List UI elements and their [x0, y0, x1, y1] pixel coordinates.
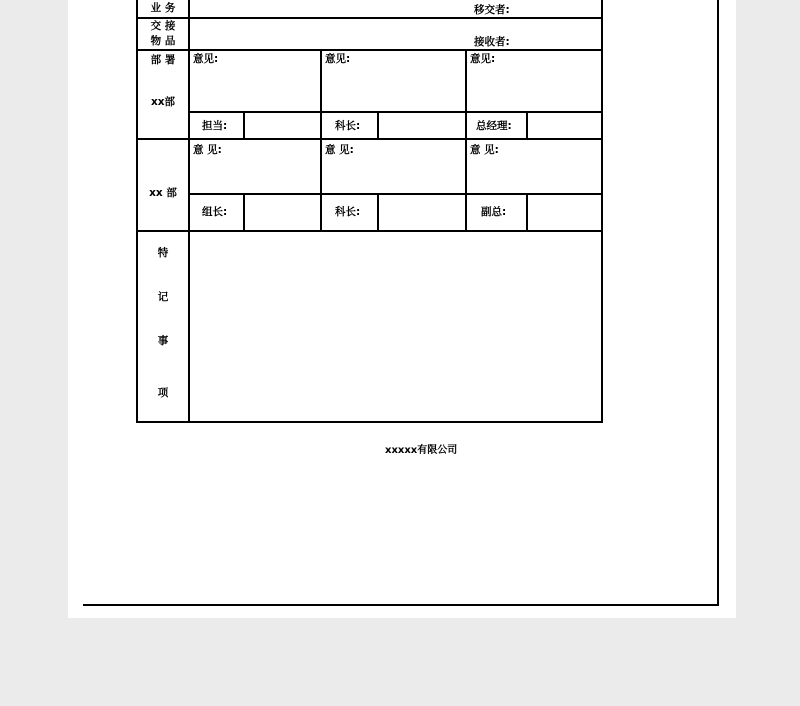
dept-opinion-2: 意见:	[325, 53, 351, 65]
xx-sign-group-leader: 组长:	[202, 206, 228, 218]
dept-opinion-1: 意见:	[193, 53, 219, 65]
xx-opinion-3: 意 见:	[470, 144, 499, 156]
dept-sign-general-manager: 总经理:	[476, 120, 512, 132]
page-edge-bottom	[83, 604, 719, 606]
dept-block-label-2: xx部	[150, 96, 176, 108]
xx-opinion-2: 意 见:	[325, 144, 354, 156]
business-label: 业 务	[150, 2, 176, 14]
dept-block-label-1: 部 署	[150, 54, 176, 66]
document-page	[68, 0, 736, 618]
special-notes-char-3: 事	[157, 335, 169, 347]
special-notes-char-1: 特	[157, 247, 169, 259]
page-edge-right	[717, 0, 719, 606]
dept-sign-staff: 担当:	[202, 120, 228, 132]
dept-sign-section-chief: 科长:	[335, 120, 361, 132]
xx-sign-deputy-gm: 副总:	[481, 206, 507, 218]
receiver-label: 接收者:	[474, 36, 510, 48]
special-notes-char-4: 项	[157, 387, 169, 399]
xx-opinion-1: 意 见:	[193, 144, 222, 156]
transferor-label: 移交者:	[474, 4, 510, 16]
xx-sign-section-chief: 科长:	[335, 206, 361, 218]
handover-items-label-2: 物 品	[150, 35, 176, 47]
company-name: xxxxx有限公司	[385, 445, 458, 456]
handover-items-label-1: 交 接	[150, 20, 176, 32]
dept-opinion-3: 意见:	[470, 53, 496, 65]
special-notes-char-2: 记	[157, 291, 169, 303]
xx-block-label: xx 部	[149, 187, 177, 199]
